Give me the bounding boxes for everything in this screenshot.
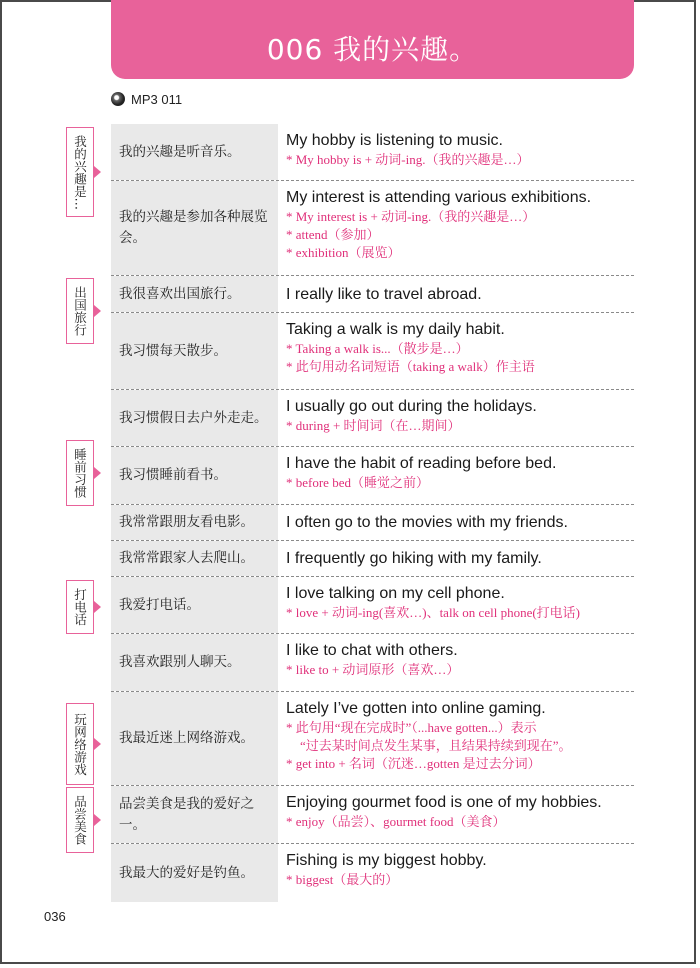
chinese-text: 我习惯睡前看书。 (111, 447, 278, 504)
phrase-row (111, 447, 634, 505)
english-text: I usually go out during the holidays. (286, 398, 537, 415)
grammar-note: “过去某时间点发生某事，且结果持续到现在”。 (300, 738, 572, 753)
english-text: Enjoying gourmet food is one of my hobbies. (286, 794, 602, 811)
english-text: My hobby is listening to music. (286, 132, 503, 149)
english-text: I frequently go hiking with my family. (286, 550, 542, 567)
grammar-note: * attend（参加） (286, 227, 380, 242)
phrase-row (111, 541, 634, 577)
english-text: Lately I’ve gotten into online gaming. (286, 700, 546, 717)
english-text: Fishing is my biggest hobby. (286, 852, 487, 869)
tag-label: 出国旅行 (72, 286, 88, 336)
phrase-row (111, 313, 634, 390)
grammar-note: * My interest is + 动词-ing.（我的兴趣是…） (286, 209, 536, 224)
english-text: I really like to travel abroad. (286, 285, 482, 303)
phrase-table (111, 123, 634, 902)
tag-label: 品尝美食 (72, 795, 88, 845)
tag-label: 我的兴趣是… (72, 134, 88, 210)
english-text: I often go to the movies with my friends. (286, 514, 568, 531)
category-tag-travel (66, 278, 94, 344)
chinese-text: 我最近迷上网络游戏。 (111, 692, 278, 785)
tag-label: 睡前习惯 (72, 448, 88, 498)
phrase-row (111, 634, 634, 692)
phrase-row (111, 390, 634, 447)
chinese-text: 我很喜欢出国旅行。 (111, 276, 278, 312)
chinese-text: 我的兴趣是参加各种展览会。 (111, 181, 278, 275)
chinese-text: 我的兴趣是听音乐。 (111, 124, 278, 180)
chinese-text: 品尝美食是我的爱好之一。 (111, 786, 278, 843)
grammar-note: * before bed（睡觉之前） (286, 475, 429, 490)
phrase-row (111, 786, 634, 844)
audio-label: MP3 011 (131, 91, 183, 107)
tag-label: 打电话 (72, 588, 88, 626)
grammar-note: * enjoy（品尝）、gourmet food（美食） (286, 814, 506, 829)
phrase-row (111, 276, 634, 313)
grammar-note: * 此句用“现在完成时”（...have gotten...）表示 (286, 720, 537, 735)
category-tag-gaming (66, 703, 94, 785)
grammar-note: * like to + 动词原形（喜欢…） (286, 662, 460, 677)
english-text: Taking a walk is my daily habit. (286, 321, 505, 338)
grammar-note: * during + 时间词（在…期间） (286, 418, 461, 433)
grammar-note: * get into + 名词（沉迷…gotten 是过去分词） (286, 756, 541, 771)
audio-track[interactable] (111, 91, 182, 107)
category-tag-food (66, 787, 94, 853)
chinese-text: 我常常跟家人去爬山。 (111, 541, 278, 576)
page-number: 036 (44, 909, 66, 924)
category-tag-phone (66, 580, 94, 634)
phrase-row (111, 505, 634, 541)
english-text: I like to chat with others. (286, 642, 458, 659)
english-text: My interest is attending various exhibitions. (286, 189, 592, 206)
phrase-row (111, 181, 634, 276)
english-text: I love talking on my cell phone. (286, 585, 505, 602)
chinese-text: 我喜欢跟别人聊天。 (111, 634, 278, 691)
chinese-text: 我习惯每天散步。 (111, 313, 278, 389)
category-tag-hobby (66, 127, 94, 217)
grammar-note: * My hobby is + 动词-ing.（我的兴趣是…） (286, 152, 530, 167)
phrase-row (111, 844, 634, 902)
english-text: I have the habit of reading before bed. (286, 455, 557, 472)
phrase-row (111, 577, 634, 634)
grammar-note: * 此句用动名词短语（taking a walk）作主语 (286, 359, 535, 374)
chinese-text: 我习惯假日去户外走走。 (111, 390, 278, 446)
page-header (111, 0, 634, 79)
phrase-row (111, 692, 634, 786)
grammar-note: * love + 动词-ing(喜欢…)、talk on cell phone(打电话) (286, 605, 580, 620)
chinese-text: 我常常跟朋友看电影。 (111, 505, 278, 540)
cd-icon (111, 92, 125, 106)
grammar-note: * biggest（最大的） (286, 872, 399, 887)
grammar-note: * Taking a walk is...（散步是…） (286, 341, 469, 356)
category-tag-bedtime (66, 440, 94, 506)
page-title: 006 我的兴趣。 (266, 33, 479, 66)
grammar-note: * exhibition（展览） (286, 245, 401, 260)
tag-label: 玩网络游戏 (72, 712, 88, 776)
chinese-text: 我爱打电话。 (111, 577, 278, 633)
chinese-text: 我最大的爱好是钓鱼。 (111, 844, 278, 902)
phrase-row (111, 123, 634, 181)
